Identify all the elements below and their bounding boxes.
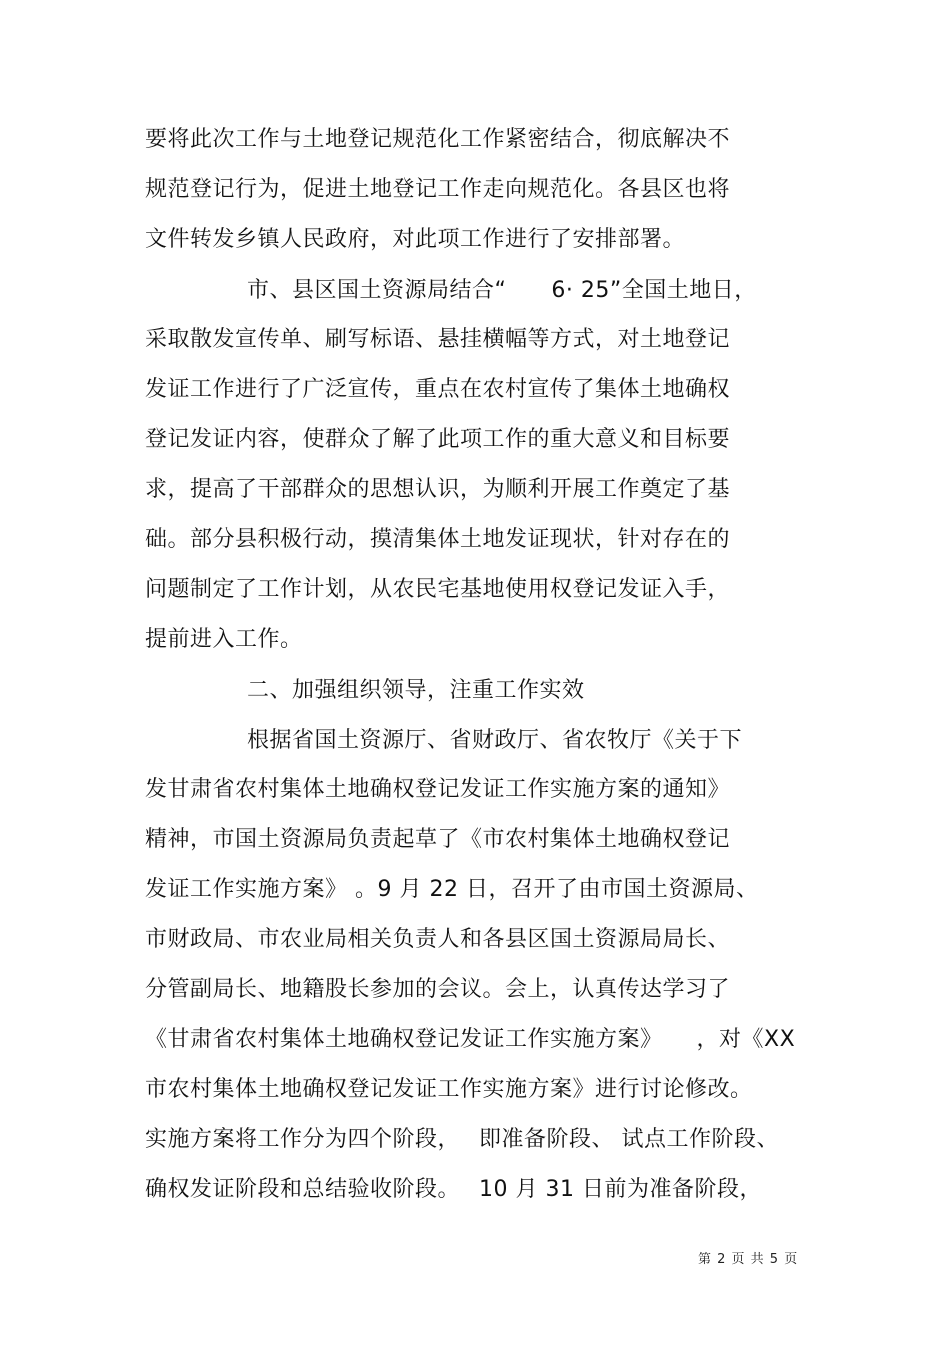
text-line: 要将此次工作与土地登记规范化工作紧密结合，彻底解决不 xyxy=(145,127,731,152)
text-line: 市财政局、市农业局相关负责人和各县区国土资源局局长、 xyxy=(145,927,731,952)
text-line: 登记发证内容，使群众了解了此项工作的重大意义和目标要 xyxy=(145,427,731,452)
page-number: 第 2 页 共 5 页 xyxy=(698,1252,799,1267)
text-line: 采取散发宣传单、刷写标语、悬挂横幅等方式，对土地登记 xyxy=(145,327,731,352)
text-line: 规范登记行为，促进土地登记工作走向规范化。各县区也将 xyxy=(145,177,731,202)
text-line: 《甘肃省农村集体土地确权登记发证工作实施方案》 ，对《XX xyxy=(145,1027,796,1052)
text-line: 求，提高了干部群众的思想认识，为顺利开展工作奠定了基 xyxy=(145,477,731,502)
section-heading: 二、加强组织领导，注重工作实效 xyxy=(247,678,585,703)
text-line: 问题制定了工作计划，从农民宅基地使用权登记发证入手， xyxy=(145,577,731,602)
text-line: 提前进入工作。 xyxy=(145,627,303,652)
text-line: 发甘肃省农村集体土地确权登记发证工作实施方案的通知》 xyxy=(145,777,731,802)
text-line: 市农村集体土地确权登记发证工作实施方案》进行讨论修改。 xyxy=(145,1077,753,1102)
text-line: 发证工作实施方案》 。9 月 22 日，召开了由市国土资源局、 xyxy=(145,877,759,902)
text-line: 根据省国土资源厅、省财政厅、省农牧厅《关于下 xyxy=(247,728,743,753)
text-line: 分管副局长、地籍股长参加的会议。会上，认真传达学习了 xyxy=(145,977,731,1002)
text-line: 发证工作进行了广泛宣传，重点在农村宣传了集体土地确权 xyxy=(145,377,731,402)
text-line: 市、县区国土资源局结合“ 6· 25”全国土地日， xyxy=(247,278,757,303)
text-line: 文件转发乡镇人民政府，对此项工作进行了安排部署。 xyxy=(145,227,686,252)
text-line: 精神，市国土资源局负责起草了《市农村集体土地确权登记 xyxy=(145,827,731,852)
text-line: 础。部分县积极行动，摸清集体土地发证现状，针对存在的 xyxy=(145,527,731,552)
text-line: 实施方案将工作分为四个阶段， 即准备阶段、 试点工作阶段、 xyxy=(145,1127,779,1152)
text-line: 确权发证阶段和总结验收阶段。 10 月 31 日前为准备阶段， xyxy=(145,1177,762,1202)
